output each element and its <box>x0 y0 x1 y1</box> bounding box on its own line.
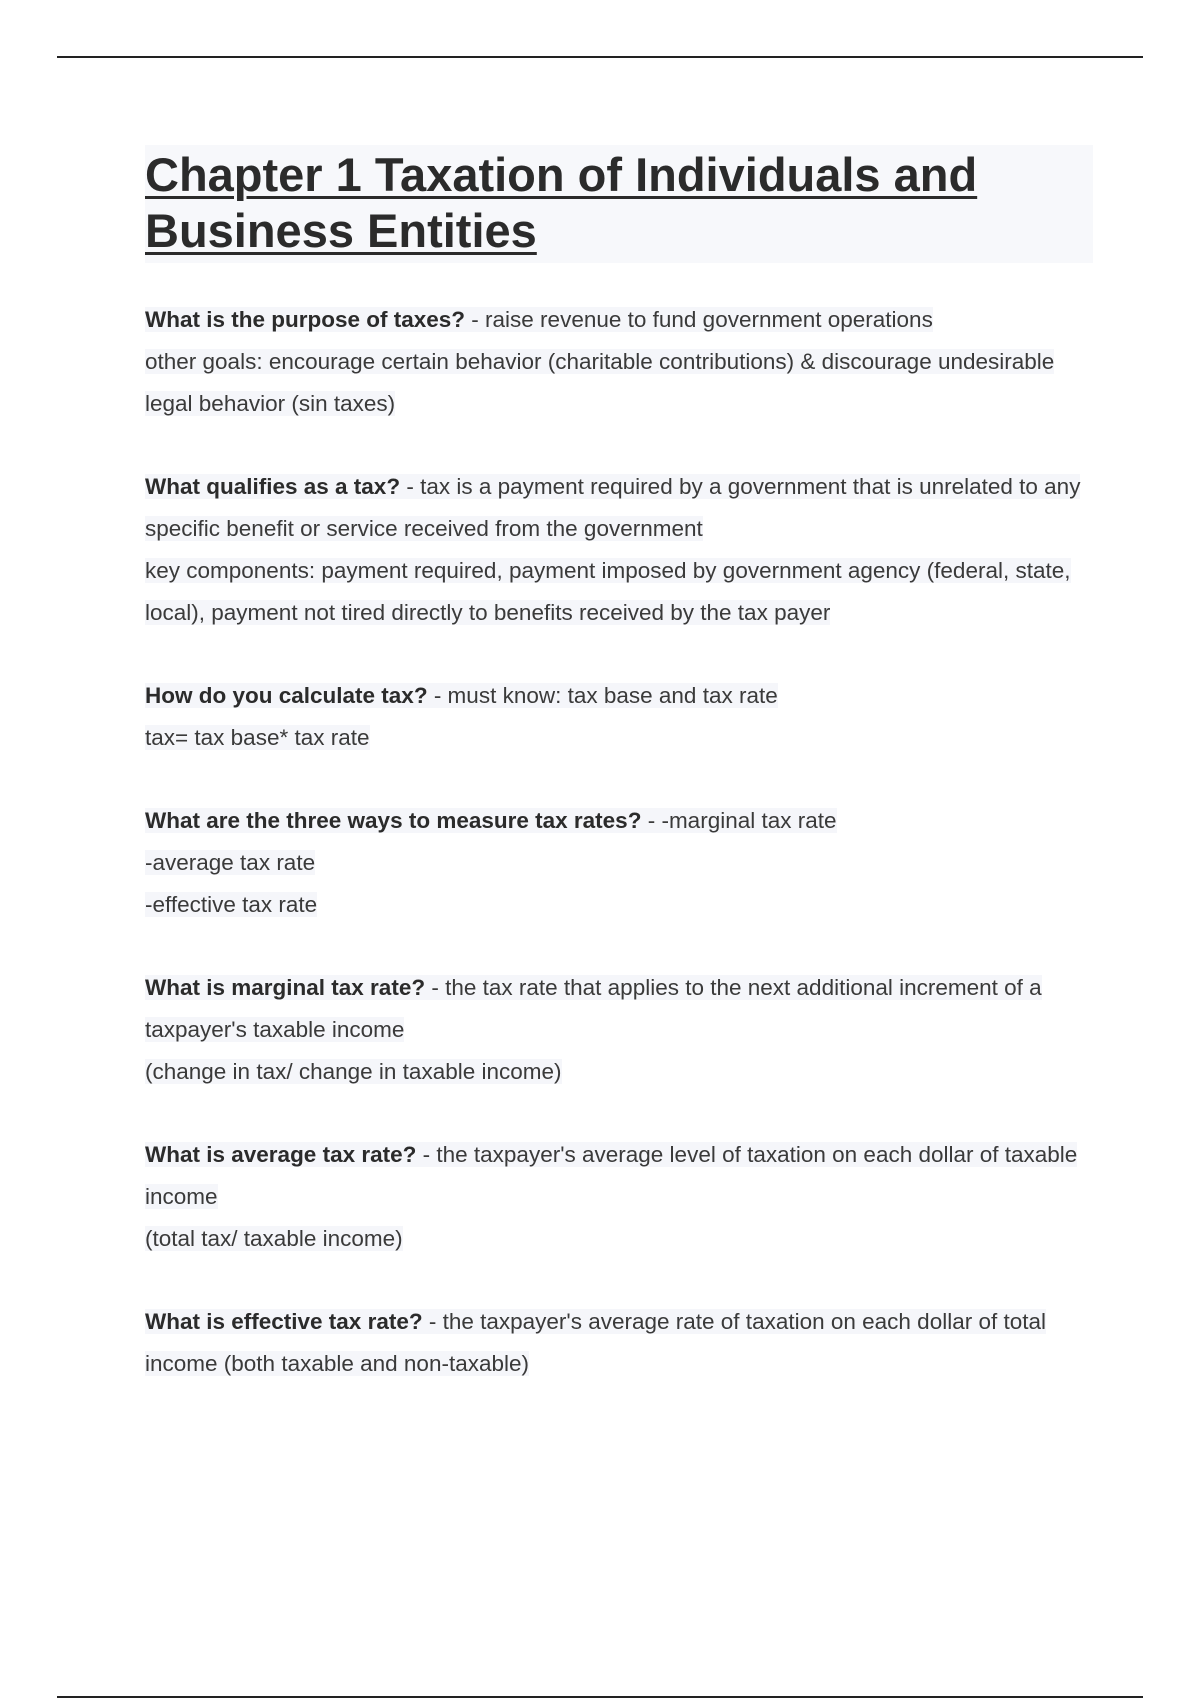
qa-question: What is average tax rate? <box>145 1142 417 1167</box>
qa-answer: - tax is a payment required by a government that is unrelated to any specific benefit or service received from the government <box>145 474 1081 541</box>
qa-question: What is the purpose of taxes? <box>145 307 466 332</box>
qa-answer-line: other goals: encourage certain behavior (charitable contributions) & discourage undesirable legal behavior (sin taxes) <box>145 349 1055 416</box>
top-rule <box>57 56 1143 58</box>
qa-item-calculate-tax <box>145 675 1093 759</box>
qa-question-line <box>145 1134 1093 1218</box>
qa-item-purpose-of-taxes <box>145 299 1093 425</box>
qa-answer: - must know: tax base and tax rate <box>427 683 778 708</box>
qa-question: What qualifies as a tax? <box>145 474 401 499</box>
qa-answer-line: (change in tax/ change in taxable income) <box>145 1059 562 1084</box>
qa-question: What is effective tax rate? <box>145 1309 423 1334</box>
qa-answer-line: -average tax rate <box>145 850 316 875</box>
qa-answer: - -marginal tax rate <box>641 808 837 833</box>
qa-item-three-ways <box>145 800 1093 926</box>
qa-answer-line: key components: payment required, payment imposed by government agency (federal, state, local), payment not tired directly to benefits received by the tax payer <box>145 558 1071 625</box>
qa-answer-line: -effective tax rate <box>145 892 318 917</box>
page-title: Chapter 1 Taxation of Individuals and Business Entities <box>145 148 978 257</box>
qa-question-line <box>145 466 1093 550</box>
qa-item-effective-rate <box>145 1301 1093 1385</box>
qa-answer: - raise revenue to fund government operations <box>465 307 933 332</box>
qa-question: What is marginal tax rate? <box>145 975 426 1000</box>
qa-answer-line: tax= tax base* tax rate <box>145 725 370 750</box>
qa-question-line <box>145 967 1093 1051</box>
document-body <box>145 145 1093 1426</box>
qa-item-average-rate <box>145 1134 1093 1260</box>
qa-answer: - the tax rate that applies to the next additional increment of a taxpayer's taxable income <box>145 975 1042 1042</box>
qa-question: How do you calculate tax? <box>145 683 428 708</box>
bottom-rule <box>57 1696 1143 1698</box>
qa-question: What are the three ways to measure tax rates? <box>145 808 642 833</box>
qa-answer-line: (total tax/ taxable income) <box>145 1226 403 1251</box>
qa-question-line <box>145 675 1093 717</box>
qa-answer: - the taxpayer's average rate of taxation on each dollar of total income (both taxable and non-taxable) <box>145 1309 1047 1376</box>
qa-list <box>145 299 1093 1385</box>
qa-question-line <box>145 299 1093 341</box>
title-block <box>145 145 1093 263</box>
qa-item-marginal-rate <box>145 967 1093 1093</box>
qa-question-line <box>145 1301 1093 1385</box>
qa-question-line <box>145 800 1093 842</box>
qa-answer: - the taxpayer's average level of taxation on each dollar of taxable income <box>145 1142 1078 1209</box>
qa-item-qualifies-as-tax <box>145 466 1093 634</box>
